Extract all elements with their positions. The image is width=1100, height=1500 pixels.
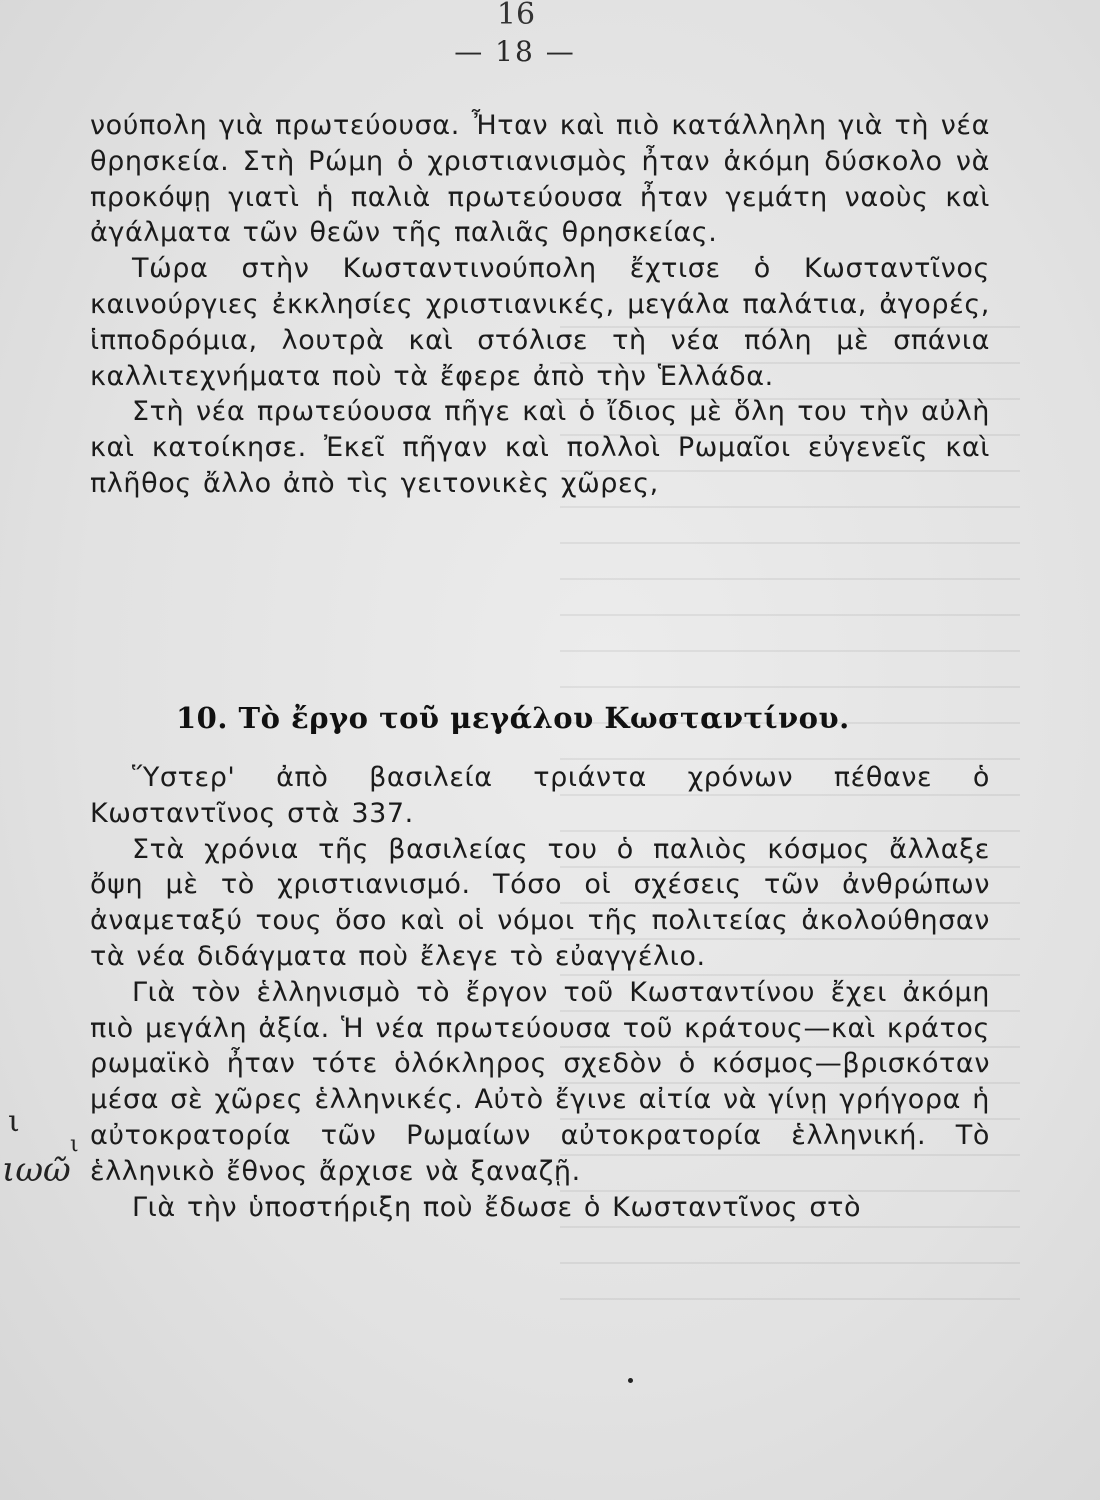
text-block-after-heading [90, 760, 990, 1225]
margin-tick-mark: ι [8, 1104, 20, 1139]
handwritten-margin-note: ιωῶ [2, 1150, 71, 1190]
handwritten-folio-number: 16 [496, 0, 536, 32]
paragraph: Τώρα στὴν Κωσταντινούπολη ἔχτισε ὁ Κωσταντῖνος καινούργιες ἐκκλησίες χριστιανικές, μεγάλα παλάτια, ἀγορές, ἱπποδρόμια, λουτρὰ καὶ στόλισε τὴ νέα πόλη μὲ σπάνια καλλιτεχνήματα ποὺ τὰ ἔφερε ἀπὸ τὴν Ἑλλάδα. [90, 253, 990, 392]
paragraph: Στὰ χρόνια τῆς βασιλείας του ὁ παλιὸς κόσμος ἄλλαξε ὄψη μὲ τὸ χριστιανισμό. Τόσο οἱ σχέσεις τῶν ἀνθρώπων ἀναμεταξύ τους ὅσο καὶ οἱ νόμοι τῆς πολιτείας ἀκολούθησαν τὰ νέα διδάγματα ποὺ ἔλεγε τὸ εὐαγγέλιο. [90, 833, 990, 972]
text-block-before-heading [90, 108, 990, 502]
margin-tick-mark: ι [70, 1132, 79, 1157]
paragraph: Ὕστερ' ἀπὸ βασιλεία τριάντα χρόνων πέθανε ὁ Κωσταντῖνος στὰ 337. [90, 762, 990, 829]
paragraph: Γιὰ τὸν ἑλληνισμὸ τὸ ἔργον τοῦ Κωσταντίνου ἔχει ἀκόμη πιὸ μεγάλη ἀξία. Ἡ νέα πρωτεύουσα τοῦ κράτους—καὶ κράτος ρωμαϊκὸ ἦταν τότε ὁλόκληρος σχεδὸν ὁ κόσμος—βρισκόταν μέσα σὲ χῶρες ἑλληνικές. Αὐτὸ ἔγινε αἰτία νὰ γίνῃ γρήγορα ἡ αὐτοκρατορία τῶν Ρωμαίων αὐτοκρατορία ἑλληνική. Τὸ ἑλληνικὸ ἔθνος ἄρχισε νὰ ξαναζῇ. [90, 976, 990, 1187]
paragraph: νούπολη γιὰ πρωτεύουσα. Ἦταν καὶ πιὸ κατάλληλη γιὰ τὴ νέα θρησκεία. Στὴ Ρώμη ὁ χριστιανισμὸς ἦταν ἀκόμη δύσκολο νὰ προκόψῃ γιατὶ ἡ παλιὰ πρωτεύουσα ἦταν γεμάτη ναοὺς καὶ ἀγάλματα τῶν θεῶν τῆς παλιᾶς θρησκείας. [90, 110, 990, 249]
paragraph: Στὴ νέα πρωτεύουσα πῆγε καὶ ὁ ἴδιος μὲ ὅλη του τὴν αὐλὴ καὶ κατοίκησε. Ἐκεῖ πῆγαν καὶ πολλοὶ Ρωμαῖοι εὐγενεῖς καὶ πλῆθος ἄλλο ἀπὸ τὶς γειτονικὲς χῶρες, [90, 396, 990, 499]
section-heading: 10. Τὸ ἔργο τοῦ μεγάλου Κωσταντίνου. [176, 701, 850, 735]
paragraph: Γιὰ τὴν ὑποστήριξη ποὺ ἔδωσε ὁ Κωσταντῖνος στὸ [132, 1191, 862, 1223]
ink-speck [628, 1378, 633, 1383]
page-number: — 18 — [454, 35, 576, 68]
